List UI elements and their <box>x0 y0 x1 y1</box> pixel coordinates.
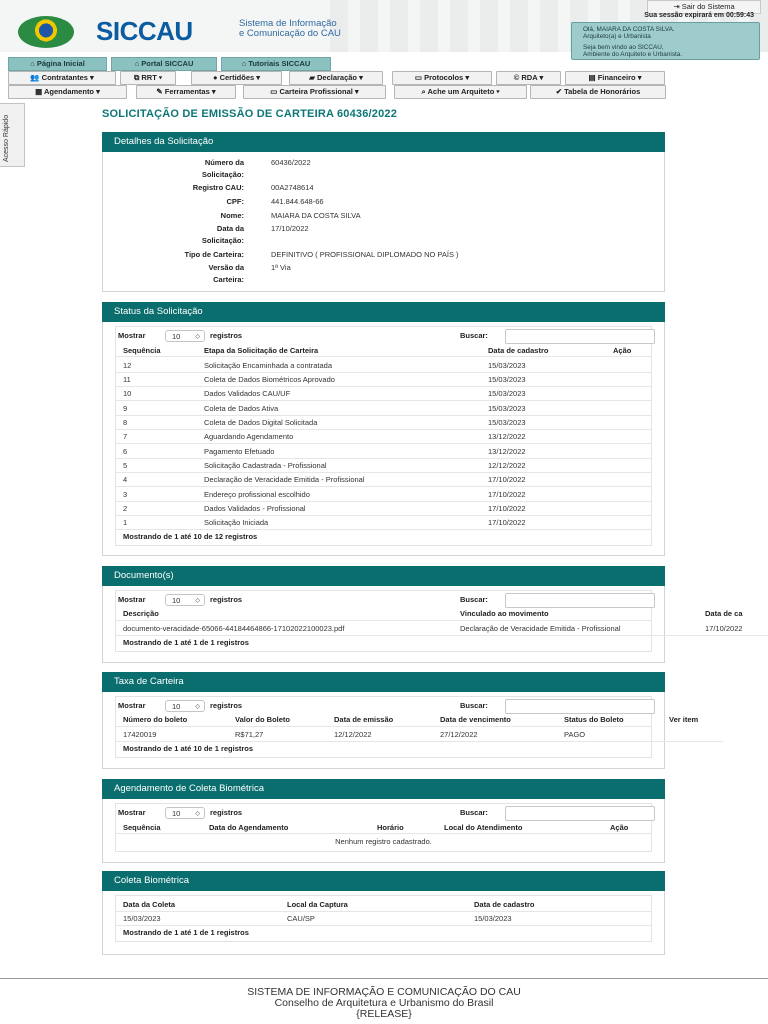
cpf-value: 441.844.648-66 <box>271 197 324 206</box>
session-timer: Sua sessão expirará em 00:59:43 <box>644 12 754 19</box>
search-input[interactable] <box>505 593 655 608</box>
card-icon: ▭ <box>270 87 280 96</box>
check-icon: ✔ <box>555 87 565 96</box>
data-label: Data da <box>216 224 244 233</box>
money-icon: ▤ <box>588 73 598 82</box>
documents-table-box: Mostrar 10 ◇ registros Buscar: Descrição Vinculado ao movimento Data de ca documento-veracidade-65066-44184464866-17102022100023.pdf Declaração de Veracidade Emitida - Profissional 17/10/2022 Mostrando de 1 até 1 de 1 registros <box>115 590 652 652</box>
col-data-vencimento[interactable]: Data de vencimento <box>440 715 511 724</box>
numero-value: 60436/2022 <box>271 158 311 167</box>
registro-label: Registro CAU: <box>192 183 244 192</box>
home-icon: ⌂ <box>30 59 37 68</box>
menu-agendamento[interactable]: ▦ Agendamento ▾ <box>8 85 127 99</box>
col-vinculado[interactable]: Vinculado ao movimento <box>460 609 549 618</box>
fees-panel <box>102 672 699 769</box>
numero-label-2: Solicitação: <box>201 170 244 179</box>
site-footer <box>0 978 768 1020</box>
records-label: registros <box>210 701 243 710</box>
biometric-panel <box>102 871 665 955</box>
biometric-table-info: Mostrando de 1 até 1 de 1 registros <box>123 928 249 937</box>
show-label: Mostrar <box>118 701 146 710</box>
app-logo-text[interactable]: SICCAU <box>96 16 193 46</box>
search-label: Buscar: <box>460 808 488 817</box>
details-panel-title: Detalhes da Solicitação <box>102 132 665 152</box>
col-data-emissao[interactable]: Data de emissão <box>334 715 394 724</box>
col-horario[interactable]: Horário <box>377 823 404 832</box>
folder-icon: ▰ <box>309 73 317 82</box>
biometric-panel-title: Coleta Biométrica <box>102 871 665 891</box>
chevron-updown-icon: ◇ <box>195 704 200 710</box>
logout-button[interactable]: ⇥ Sair do Sistema <box>647 0 761 14</box>
records-label: registros <box>210 808 243 817</box>
menu-rrt[interactable]: ⧉ RRT ▾ <box>120 71 176 85</box>
scheduling-panel <box>102 779 665 863</box>
versao-label-2: Carteira: <box>213 275 244 284</box>
app-subtitle: Sistema de Informação e Comunicação do CAU <box>239 18 341 39</box>
quick-access-tab[interactable]: Acesso Rápido <box>0 103 25 167</box>
col-data-cadastro[interactable]: Data de cadastro <box>474 900 535 909</box>
search-input[interactable] <box>505 806 655 821</box>
col-local-atendimento[interactable]: Local do Atendimento <box>444 823 523 832</box>
search-label: Buscar: <box>460 595 488 604</box>
chevron-updown-icon: ◇ <box>195 598 200 604</box>
col-etapa[interactable]: Etapa da Solicitação de Carteira <box>204 346 319 355</box>
page-size-select[interactable]: 10 ◇ <box>165 330 205 342</box>
documents-panel-title: Documento(s) <box>102 566 665 586</box>
brasil-seal-logo <box>18 16 74 48</box>
col-data-cadastro[interactable]: Data de ca <box>705 609 743 618</box>
menu-financeiro[interactable]: ▤ Financeiro ▾ <box>565 71 665 85</box>
page-size-select[interactable]: 10 ◇ <box>165 700 205 712</box>
show-label: Mostrar <box>118 595 146 604</box>
status-table-box: Mostrar 10 ◇ registros Buscar: Sequência Etapa da Solicitação de Carteira Data de cadastro Ação 12 Solicitação Encaminhada a contratada 15/03/2023 11 Coleta de Dados Biométricos Aprovado 15/03/2023 10 Dados Validados CAU/UF 15/03/2023 9 Coleta de Dados Ativa 15/03/2023 8 Coleta de Dados Digital Solicitada 15/03/2023 7 Aguardando Agendamento 13/12/2022 6 Pagamento Efetuado 13/12/2022 5 Solicitação Cadastrada - Profissional 12/12/2022 4 Declaração de Veracidade Emitida - Profissional 17/10/2022 3 Endereço profissional escolhido 17/10/2022 2 Dados Validados - Profissional 17/10/2022 1 Solicitação Iniciada 17/10/2022 Mostrando de 1 até 10 de 12 registros <box>115 326 652 546</box>
copy-icon: ⧉ <box>133 73 142 82</box>
nome-value: MAIARA DA COSTA SILVA <box>271 211 361 220</box>
details-panel <box>102 132 665 292</box>
chevron-updown-icon: ◇ <box>195 334 200 340</box>
data-value: 17/10/2022 <box>271 224 309 233</box>
nav-portal[interactable]: ⌂ Portal SICCAU <box>111 57 217 71</box>
search-input[interactable] <box>505 699 655 714</box>
col-descricao[interactable]: Descrição <box>123 609 159 618</box>
col-status-boleto[interactable]: Status do Boleto <box>564 715 624 724</box>
menu-protocolos[interactable]: ▭ Protocolos ▾ <box>392 71 492 85</box>
fees-table-info: Mostrando de 1 até 10 de 1 registros <box>123 744 254 753</box>
status-panel-title: Status da Solicitação <box>102 302 665 322</box>
wrench-icon: ✎ <box>156 87 165 96</box>
tipo-value: DEFINITIVO ( PROFISSIONAL DIPLOMADO NO PAÍS ) <box>271 250 459 259</box>
col-ver-item[interactable]: Ver item <box>669 715 699 724</box>
welcome-box: Olá, MAIARA DA COSTA SILVA. Arquiteto(a) e Urbanista Seja bem vindo ao SICCAU, Ambiente do Arquiteto e Urbanista. <box>571 22 760 60</box>
menu-ache-arquiteto[interactable]: ⌕ Ache um Arquiteto ▾ <box>394 85 527 99</box>
show-label: Mostrar <box>118 331 146 340</box>
menu-tabela-honorarios[interactable]: ✔ Tabela de Honorários <box>530 85 666 99</box>
menu-contratantes[interactable]: 👥 Contratantes ▾ <box>8 71 116 85</box>
tipo-label: Tipo de Carteira: <box>184 250 244 259</box>
calendar-icon: ▦ <box>35 87 45 96</box>
home-icon: ⌂ <box>134 59 142 68</box>
status-panel <box>102 302 665 556</box>
data-label-2: Solicitação: <box>201 236 244 245</box>
menu-declaracao[interactable]: ▰ Declaração ▾ <box>289 71 383 85</box>
documents-table-info: Mostrando de 1 até 1 de 1 registros <box>123 638 249 647</box>
users-icon: 👥 <box>30 73 42 82</box>
footer-line-3: {RELEASE} <box>356 1008 412 1020</box>
fees-panel-title: Taxa de Carteira <box>102 672 665 692</box>
versao-label: Versão da <box>208 263 244 272</box>
menu-ferramentas[interactable]: ✎ Ferramentas ▾ <box>136 85 236 99</box>
documents-panel <box>102 566 743 663</box>
status-table-info: Mostrando de 1 até 10 de 12 registros <box>123 532 258 541</box>
page-title: SOLICITAÇÃO DE EMISSÃO DE CARTEIRA 60436/2022 <box>102 108 398 120</box>
registro-value: 00A2748614 <box>271 183 314 192</box>
col-acao[interactable]: Ação <box>613 346 632 355</box>
versao-value: 1ª Via <box>271 263 291 272</box>
nome-label: Nome: <box>220 211 244 220</box>
menu-carteira-profissional[interactable]: ▭ Carteira Profissional ▾ <box>243 85 386 99</box>
search-label: Buscar: <box>460 331 488 340</box>
biometric-table-box: Data da Coleta Local da Captura Data de cadastro 15/03/2023 CAU/SP 15/03/2023 Mostrando de 1 até 1 de 1 registros <box>115 895 652 942</box>
col-data-cadastro[interactable]: Data de cadastro <box>488 346 549 355</box>
numero-label: Número da <box>204 158 244 167</box>
nav-home[interactable]: ⌂ Página Inicial <box>8 57 107 71</box>
fees-table-box: Mostrar 10 ◇ registros Buscar: Número do boleto Valor do Boleto Data de emissão Data de vencimento Status do Boleto Ver item 17420019 R$71,27 12/12/2022 27/12/2022 PAGO Mostrando de 1 até 10 de 1 registros <box>115 696 652 758</box>
home-icon: ⌂ <box>241 59 249 68</box>
menu-certidoes[interactable]: ● Certidões ▾ <box>191 71 282 85</box>
scheduling-table-box <box>115 803 652 852</box>
col-sequencia[interactable]: Sequência <box>123 823 161 832</box>
page-size-select[interactable]: 10 ◇ <box>165 594 205 606</box>
page-size-select[interactable]: 10 ◇ <box>165 807 205 819</box>
records-label: registros <box>210 595 243 604</box>
inbox-icon: ▭ <box>414 73 425 82</box>
col-numero-boleto[interactable]: Número do boleto <box>123 715 188 724</box>
cpf-label: CPF: <box>226 197 244 206</box>
col-data-agendamento[interactable]: Data do Agendamento <box>209 823 289 832</box>
search-label: Buscar: <box>460 701 488 710</box>
footer-line-1: SISTEMA DE INFORMAÇÃO E COMUNICAÇÃO DO CAU <box>247 986 521 998</box>
empty-message: Nenhum registro cadastrado. <box>335 837 432 846</box>
nav-tutorials[interactable]: ⌂ Tutoriais SICCAU <box>221 57 331 71</box>
copyright-icon: © <box>513 73 522 82</box>
footer-line-2: Conselho de Arquitetura e Urbanismo do Brasil <box>274 997 494 1009</box>
col-valor-boleto[interactable]: Valor do Boleto <box>235 715 291 724</box>
records-label: registros <box>210 331 243 340</box>
show-label: Mostrar <box>118 808 146 817</box>
search-icon: ⌕ <box>421 87 428 96</box>
col-sequencia[interactable]: Sequência <box>123 346 161 355</box>
menu-rda[interactable]: © RDA ▾ <box>496 71 561 85</box>
document-link[interactable]: documento-veracidade-65066-44184464866-17102022100023.pdf <box>123 624 345 633</box>
dot-icon: ● <box>212 73 220 82</box>
col-local-captura[interactable]: Local da Captura <box>287 900 348 909</box>
chevron-updown-icon: ◇ <box>195 811 200 817</box>
scheduling-panel-title: Agendamento de Coleta Biométrica <box>102 779 665 799</box>
col-data-coleta[interactable]: Data da Coleta <box>123 900 176 909</box>
col-acao[interactable]: Ação <box>610 823 629 832</box>
logout-icon: ⇥ <box>673 2 682 11</box>
search-input[interactable] <box>505 329 655 344</box>
